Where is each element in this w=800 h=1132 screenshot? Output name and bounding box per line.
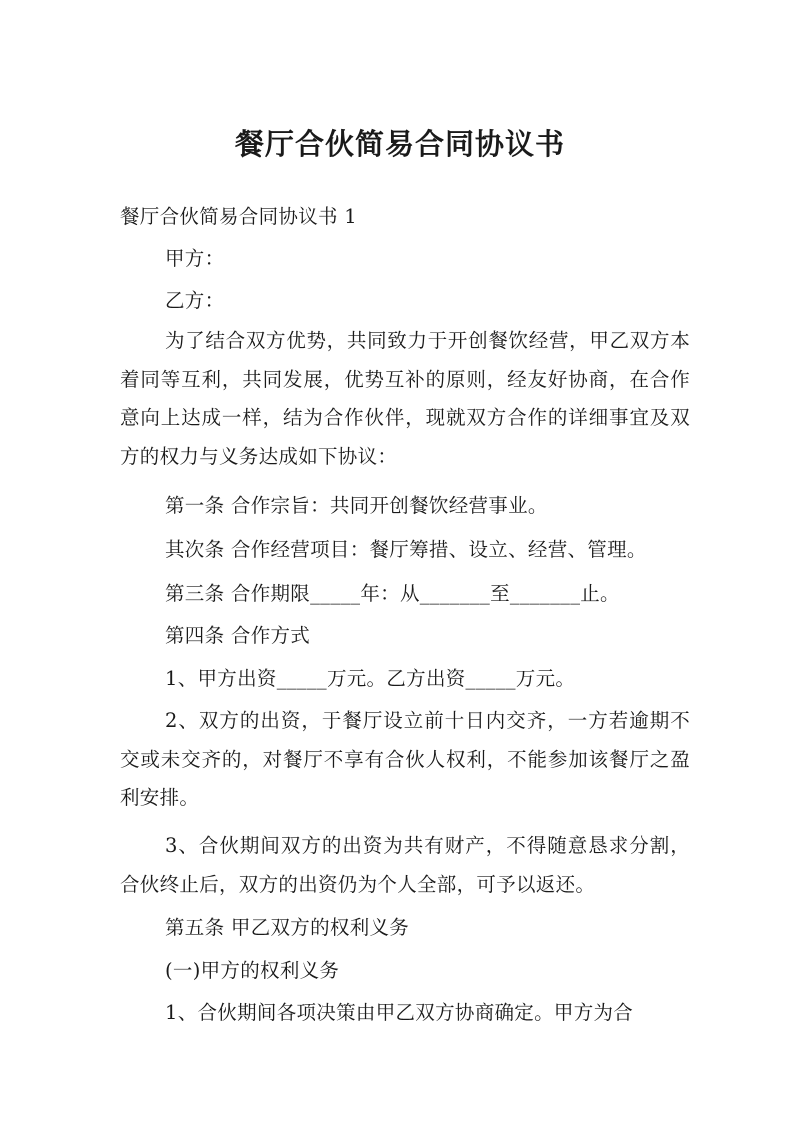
article-2: 其次条 合作经营项目：餐厅筹措、设立、经营、管理。 [165,538,647,561]
article-4-item-2: 2、双方的出资，于餐厅设立前十日内交齐，一方若逾期不交或未交齐的，对餐厅不享有合伙人权利，不能参加该餐厅之盈利安排。 [120,709,690,809]
article-3: 第三条 合作期限_____年：从_______至_______止。 [165,582,620,605]
party-b-line: 乙方： [165,289,225,312]
article-5-heading: 第五条 甲乙双方的权利义务 [165,916,410,939]
article-1: 第一条 合作宗旨：共同开创餐饮经营事业。 [165,494,548,517]
section-5-1-heading: (一)甲方的权利义务 [165,959,340,982]
article-5-item-1: 1、合伙期间各项决策由甲乙双方协商确定。甲方为合 [165,1001,634,1024]
party-a-line: 甲方： [165,247,225,270]
document-subtitle: 餐厅合伙简易合同协议书 1 [120,205,358,228]
preamble-paragraph: 为了结合双方优势，共同致力于开创餐饮经营，甲乙双方本着同等互利，共同发展，优势互补的原则，经友好协商，在合作意向上达成一样，结为合作伙伴，现就双方合作的详细事宜及双方的权力与义务达成如下协议： [120,329,690,468]
article-4-heading: 第四条 合作方式 [165,624,311,647]
article-4-item-3: 3、合伙期间双方的出资为共有财产，不得随意恳求分割，合伙终止后，双方的出资仍为个人全部，可予以返还。 [120,834,690,896]
article-4-item-1: 1、甲方出资_____万元。乙方出资_____万元。 [165,667,576,690]
document-title: 餐厅合伙简易合同协议书 [234,127,565,161]
